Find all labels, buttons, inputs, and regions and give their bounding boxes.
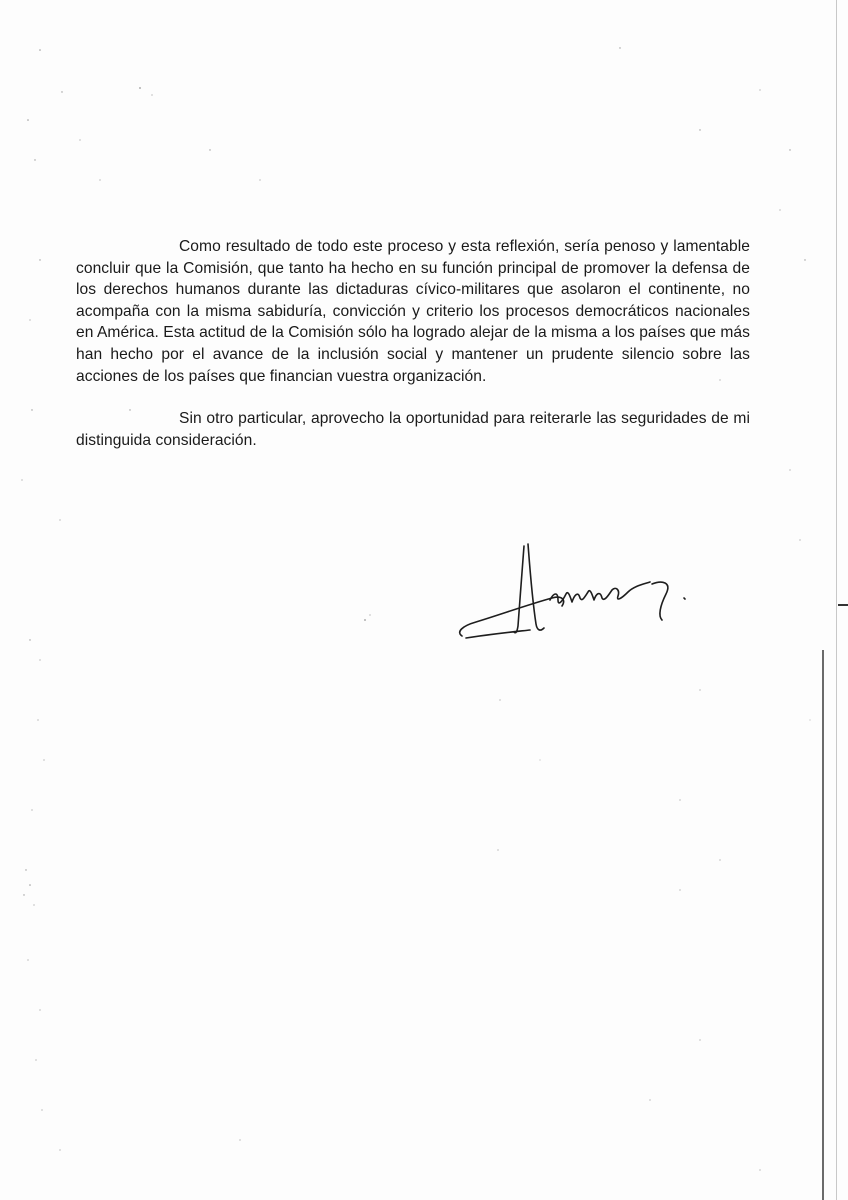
signature bbox=[452, 540, 692, 645]
scan-edge-tick bbox=[838, 604, 848, 606]
scan-edge-line bbox=[836, 0, 837, 1200]
letter-body bbox=[76, 236, 750, 472]
paragraph-conclusion: Como resultado de todo este proceso y esta reflexión, sería penoso y lamentable concluir que la Comisión, que tanto ha hecho en su función principal de promover la defensa de los derechos humanos durante las dictaduras cívico-militares que asolaron el continente, no acompaña con la misma sabiduría, convicción y criterio los procesos democráticos nacionales en América. Esta actitud de la Comisión sólo ha logrado alejar de la misma a los países que más han hecho por el avance de la inclusión social y mantener un prudente silencio sobre las acciones de los países que financian vuestra organización. bbox=[76, 238, 750, 385]
scan-edge-shadow bbox=[822, 650, 824, 1200]
paragraph-closing: Sin otro particular, aprovecho la oportunidad para reiterarle las seguridades de mi distinguida consideración. bbox=[76, 410, 750, 449]
